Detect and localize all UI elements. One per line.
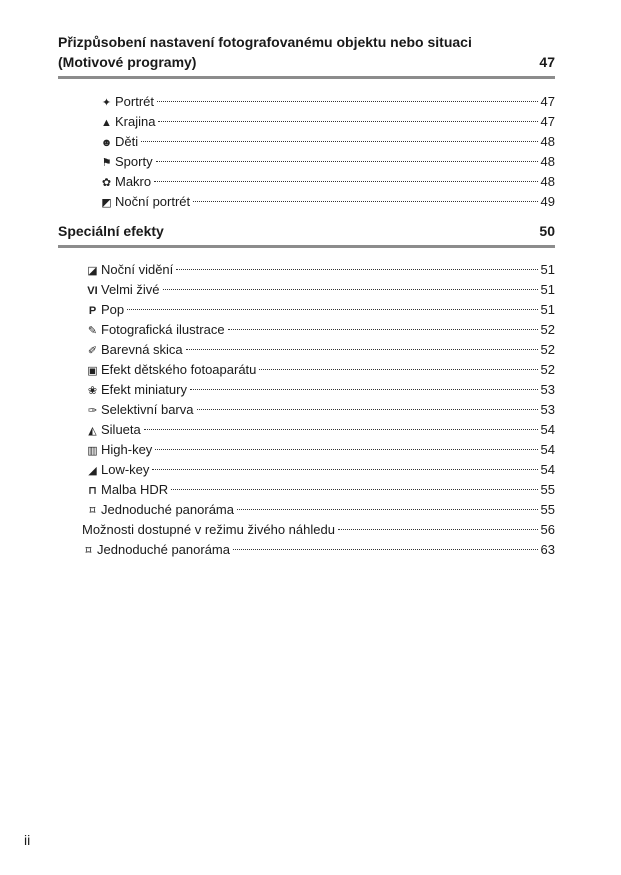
toc-entry-page: 52 (540, 362, 555, 377)
toc-entry-page: 53 (540, 382, 555, 397)
toc-entry-page: 55 (540, 502, 555, 517)
page-number: ii (24, 832, 31, 848)
dot-leader (259, 369, 537, 370)
toc-entry-label: Noční portrét (115, 194, 191, 209)
toc-entry[interactable] (86, 340, 555, 360)
toc-entry-label: Jednoduché panoráma (101, 502, 234, 517)
easy-panorama-icon: ⌑ (85, 545, 92, 557)
dot-leader (338, 529, 538, 530)
dot-leader (193, 201, 537, 202)
dot-leader (156, 161, 538, 162)
dot-leader (155, 449, 537, 450)
photo-illustration-icon: ✎ (87, 325, 98, 337)
dot-leader (237, 509, 538, 510)
toc-entry[interactable] (82, 540, 555, 560)
toc-entry-page: 56 (540, 522, 555, 537)
toc-entry[interactable] (100, 172, 555, 192)
landscape-icon: ▲ (101, 117, 112, 129)
easy-panorama-icon: ⌑ (89, 505, 96, 517)
dot-leader (233, 549, 538, 550)
toc-entry-page: 47 (540, 94, 555, 109)
toc-entry-label: Noční vidění (101, 262, 174, 277)
toc-entry-page: 52 (540, 342, 555, 357)
toc-entry[interactable] (100, 92, 555, 112)
toc-entry-label: Sporty (115, 154, 153, 169)
dot-leader (190, 389, 538, 390)
dot-leader (176, 269, 537, 270)
toc-entry-page: 51 (540, 282, 555, 297)
toc-entry-page: 54 (540, 442, 555, 457)
dot-leader (228, 329, 538, 330)
toc-entry-page: 51 (540, 302, 555, 317)
section-heading-special-effects (58, 221, 555, 241)
toy-camera-icon: ▣ (87, 365, 98, 377)
toc-entry-label: Velmi živé (101, 282, 160, 297)
toc-entry-label: Efekt miniatury (101, 382, 187, 397)
dot-leader (154, 181, 537, 182)
toc-entry-page: 63 (540, 542, 555, 557)
dot-leader (163, 289, 538, 290)
toc-entry-page: 54 (540, 462, 555, 477)
toc-entry[interactable] (86, 300, 555, 320)
selective-color-icon: ✑ (87, 405, 98, 417)
color-sketch-icon: ✐ (87, 345, 98, 357)
dot-leader (144, 429, 538, 430)
toc-entry-page: 48 (540, 134, 555, 149)
toc-entry-label: Silueta (101, 422, 141, 437)
dot-leader (197, 409, 538, 410)
toc-entry[interactable] (100, 112, 555, 132)
hdr-painting-icon: ⊓ (88, 485, 97, 497)
toc-entry[interactable] (86, 420, 555, 440)
toc-entry-page: 52 (540, 322, 555, 337)
toc-entry[interactable] (86, 460, 555, 480)
section-page: 47 (539, 54, 555, 70)
section-title-line2: (Motivové programy) (58, 54, 197, 70)
toc-entry[interactable] (86, 400, 555, 420)
toc-entry-page: 55 (540, 482, 555, 497)
toc-entry-page: 54 (540, 422, 555, 437)
vivid-icon: VI (87, 285, 98, 297)
sports-icon: ⚑ (101, 157, 112, 169)
silhouette-icon: ◭ (88, 425, 97, 437)
toc-entry[interactable] (86, 280, 555, 300)
toc-entry[interactable] (86, 480, 555, 500)
toc-entry[interactable] (86, 380, 555, 400)
toc-entry[interactable] (82, 520, 555, 540)
toc-entry-label: Barevná skica (101, 342, 183, 357)
toc-entry[interactable] (100, 132, 555, 152)
dot-leader (171, 489, 537, 490)
toc-entry-label: Low-key (101, 462, 150, 477)
toc-entry-label: Krajina (115, 114, 156, 129)
toc-entry-label: Pop (101, 302, 125, 317)
pop-icon: P (88, 305, 97, 317)
toc-entry[interactable] (86, 360, 555, 380)
toc-entry-label: Děti (115, 134, 139, 149)
section-heading-scene-modes (58, 32, 555, 72)
dot-leader (141, 141, 537, 142)
low-key-icon: ◢ (88, 465, 97, 477)
toc-entry[interactable] (100, 192, 555, 212)
toc-entry-label: Fotografická ilustrace (101, 322, 225, 337)
high-key-icon: ▥ (87, 445, 98, 457)
toc-entry-label: Malba HDR (101, 482, 169, 497)
toc-entry-label: Selektivní barva (101, 402, 194, 417)
toc-entry[interactable] (100, 152, 555, 172)
toc-entry-label: Makro (115, 174, 152, 189)
miniature-icon: ❀ (87, 385, 98, 397)
toc-entry-page: 47 (540, 114, 555, 129)
toc-entry[interactable] (86, 320, 555, 340)
toc-entry-page: 49 (540, 194, 555, 209)
toc-entry-page: 53 (540, 402, 555, 417)
toc-entry[interactable] (86, 500, 555, 520)
toc-entry-label: Portrét (115, 94, 155, 109)
dot-leader (152, 469, 537, 470)
child-icon: ☻ (100, 137, 113, 149)
section-rule (58, 76, 555, 79)
night-vision-icon: ◪ (87, 265, 98, 277)
dot-leader (157, 101, 538, 102)
section-title: Speciální efekty (58, 223, 164, 239)
toc-entry-page: 48 (540, 174, 555, 189)
toc-entry-page: 51 (540, 262, 555, 277)
toc-entry-label: Možnosti dostupné v režimu živého náhledu (82, 522, 335, 537)
macro-icon: ✿ (101, 177, 112, 189)
toc-entry-page: 48 (540, 154, 555, 169)
section-page: 50 (539, 223, 555, 239)
toc-entry[interactable] (86, 440, 555, 460)
toc-entry[interactable] (86, 260, 555, 280)
dot-leader (158, 121, 537, 122)
toc-entry-label: Jednoduché panoráma (97, 542, 230, 557)
portrait-icon: ✦ (101, 97, 112, 109)
toc-entry-label: Efekt dětského fotoaparátu (101, 362, 257, 377)
dot-leader (186, 349, 538, 350)
dot-leader (127, 309, 537, 310)
section-rule (58, 245, 555, 248)
section-title-line1: Přizpůsobení nastavení fotografovanému objektu nebo situaci (58, 34, 472, 50)
night-portrait-icon: ◩ (101, 197, 112, 209)
toc-entry-label: High-key (101, 442, 153, 457)
